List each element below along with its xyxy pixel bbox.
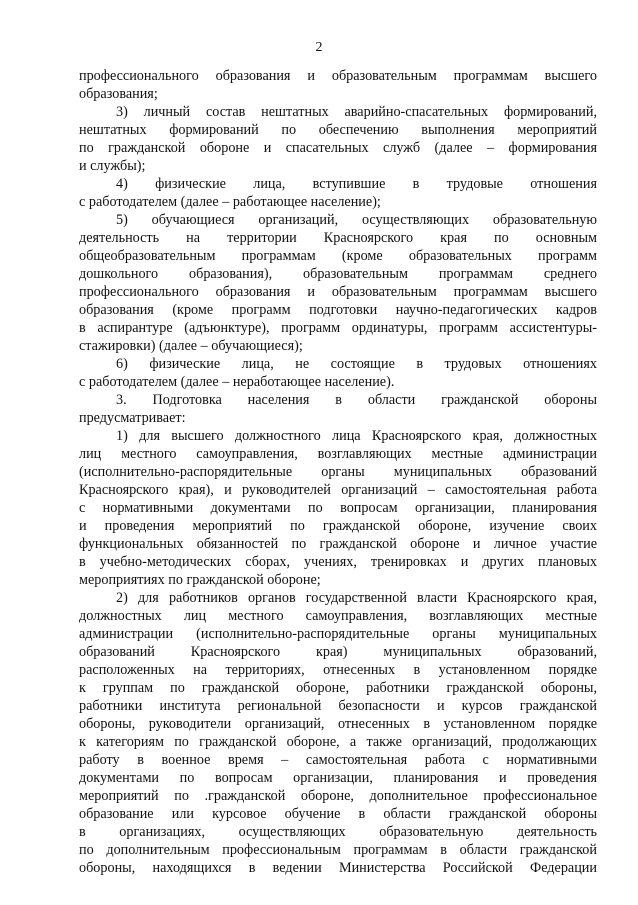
text-line: образование или курсовое обучение в области гражданской обороны [79,806,597,822]
text-line: деятельность на территории Красноярского края по основным [79,230,597,246]
text-line: администрации (исполнительно-распорядительные органы муниципальных [79,626,597,642]
document-body [79,67,597,877]
text-line: к группам по гражданской обороне, работники гражданской обороны, [79,680,597,696]
text-line: 3) личный состав нештатных аварийно-спасательных формирований, [116,104,597,120]
text-line: работники института региональной безопасности и курсов гражданской [79,698,597,714]
text-line: профессионального образования и образовательным программам высшего [79,284,597,300]
text-line: профессионального образования и образовательным программам высшего [79,68,597,84]
text-line: и проведения мероприятий по гражданской обороне, изучение своих [79,518,597,534]
text-line: образования; [79,86,158,102]
text-line: нештатных формирований по обеспечению выполнения мероприятий [79,122,597,138]
text-line: работу в военное время – самостоятельная работа с нормативными [79,752,597,768]
text-line: стажировки) (далее – обучающиеся); [79,338,303,354]
text-line: по дополнительным профессиональным программам в области гражданской [79,842,597,858]
text-line: (исполнительно-распорядительные органы муниципальных образований [79,464,597,480]
text-line: с нормативными документами по вопросам организации, планирования [79,500,597,516]
text-line: образования (кроме программ подготовки научно-педагогических кадров [79,302,597,318]
text-line: по гражданской обороне и спасательных служб (далее – формирования [79,140,597,156]
text-line: обороны, находящихся в ведении Министерства Российской Федерации [79,860,597,876]
text-line: в учебно-методических сборах, учениях, тренировках и других плановых [79,554,597,570]
text-line: обороны, руководители организаций, отнесенных в установленном порядке [79,716,597,732]
text-line: с работодателем (далее – работающее население); [79,194,381,210]
text-line: мероприятиях по гражданской обороне; [79,572,321,588]
text-line: в аспирантуре (адъюнктуре), программ ординатуры, программ ассистентуры- [79,320,597,336]
text-line: с работодателем (далее – неработающее население). [79,374,395,390]
text-line: и службы); [79,158,146,174]
text-line: 3. Подготовка населения в области гражданской обороны [116,392,597,408]
text-line: Красноярского края), и руководителей организаций – самостоятельная работа [79,482,597,498]
text-line: мероприятий по .гражданской обороне, дополнительное профессиональное [79,788,597,804]
text-line: должностных лиц местного самоуправления, возглавляющих местные [79,608,597,624]
text-line: лиц местного самоуправления, возглавляющих местные администрации [79,446,597,462]
page-number: 2 [315,40,323,55]
text-line: предусматривает: [79,410,186,426]
text-line: 4) физические лица, вступившие в трудовые отношения [116,176,597,192]
text-line: в организациях, осуществляющих образовательную деятельность [79,824,597,840]
text-line: дошкольного образования), образовательным программам среднего [79,266,597,282]
text-line: расположенных на территориях, отнесенных в установленном порядке [79,662,597,678]
text-line: функциональных обязанностей по гражданской обороне и личное участие [79,536,597,552]
text-line: образований Красноярского края) муниципальных образований, [79,644,597,660]
text-line: 1) для высшего должностного лица Красноярского края, должностных [116,428,597,444]
text-line: документами по вопросам организации, планирования и проведения [79,770,597,786]
text-line: 6) физические лица, не состоящие в трудовых отношениях [116,356,597,372]
text-line: к категориям по гражданской обороне, а также организаций, продолжающих [79,734,597,750]
text-line: общеобразовательным программам (кроме образовательных программ [79,248,597,264]
text-line: 2) для работников органов государственной власти Красноярского края, [116,590,597,606]
text-line: 5) обучающиеся организаций, осуществляющих образовательную [116,212,597,228]
